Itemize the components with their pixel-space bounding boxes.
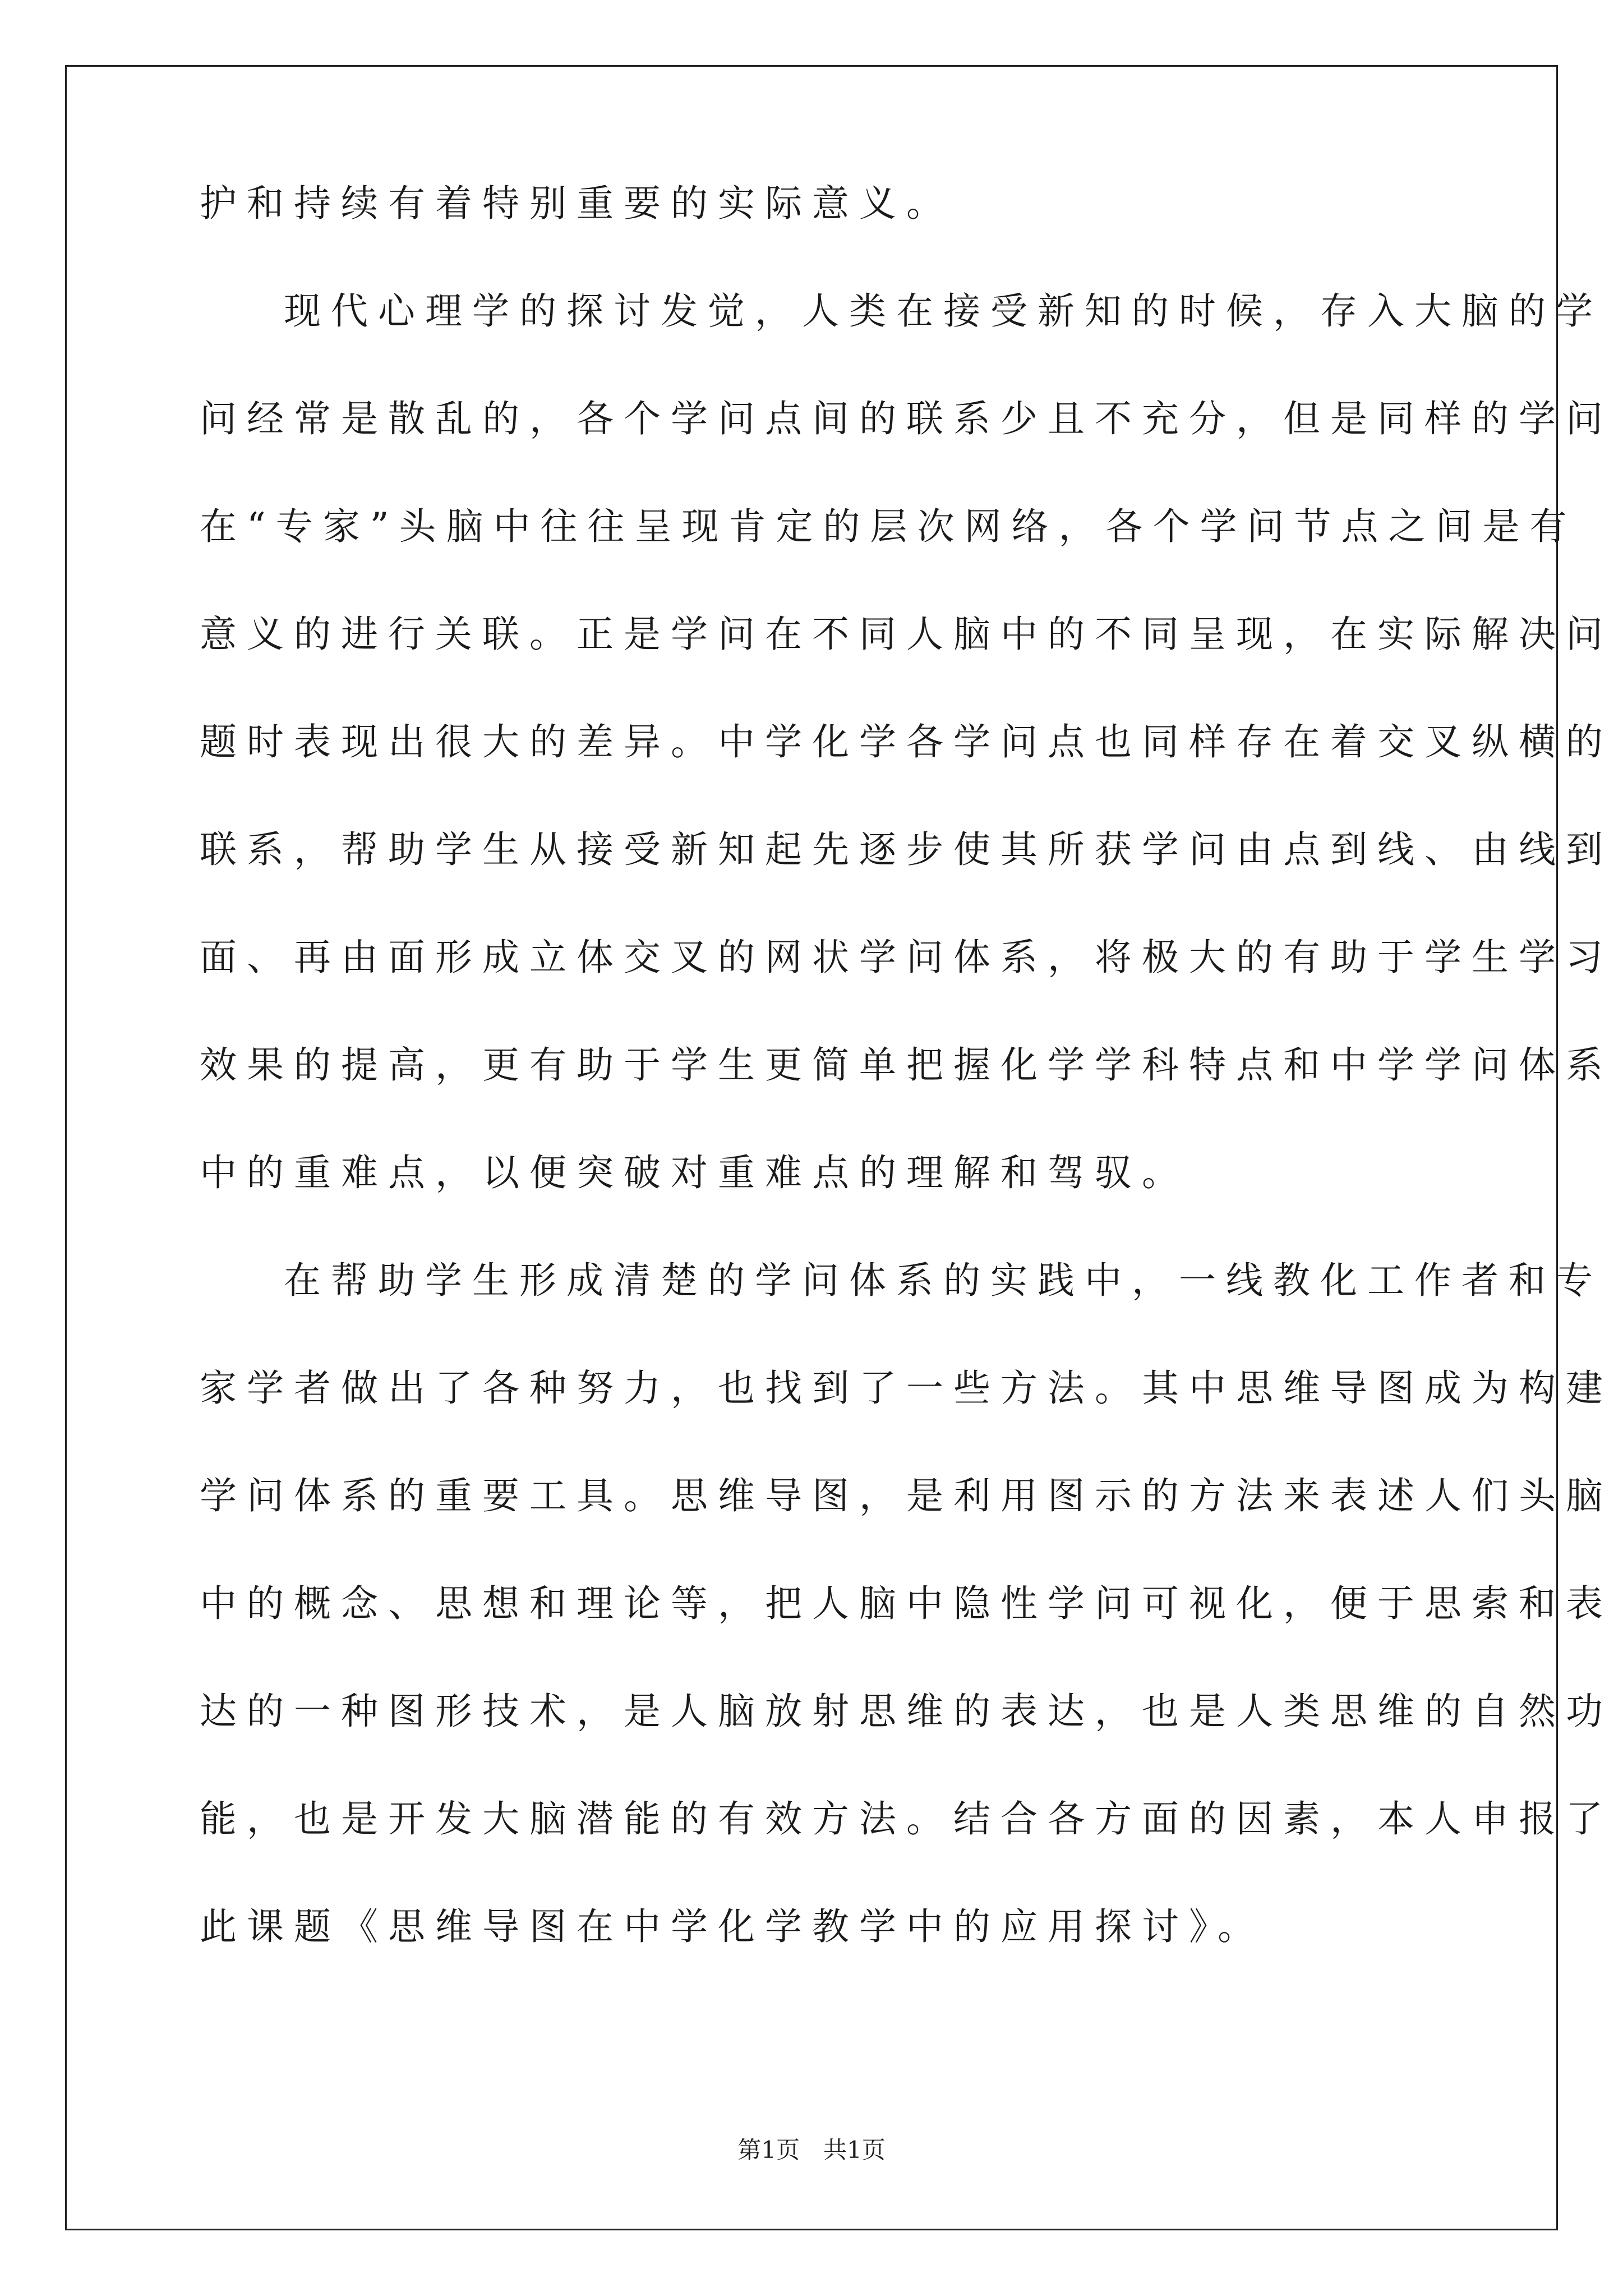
text-line: 护和持续有着特别重要的实际意义。 [200, 182, 953, 225]
text-line: 能，也是开发大脑潜能的有效方法。结合各方面的因素，本人申报了 [200, 1797, 1613, 1841]
text-line: 在帮助学生形成清楚的学问体系的实践中，一线教化工作者和专 [284, 1259, 1603, 1302]
text-line: 意义的进行关联。正是学问在不同人脑中的不同呈现，在实际解决问 [200, 613, 1613, 656]
text-line: 效果的提高，更有助于学生更简单把握化学学科特点和中学学问体系 [200, 1043, 1613, 1087]
text-line: 中的重难点，以便突破对重难点的理解和驾驭。 [200, 1151, 1189, 1194]
document-body [200, 182, 1613, 2016]
text-line: 问经常是散乱的，各个学问点间的联系少且不充分，但是同样的学问 [200, 397, 1613, 440]
text-line: 在“专家”头脑中往往呈现肯定的层次网络，各个学问节点之间是有 [200, 505, 1577, 548]
text-line: 家学者做出了各种努力，也找到了一些方法。其中思维导图成为构建 [200, 1366, 1613, 1410]
page-number-footer: 第1页 共1页 [737, 2136, 886, 2164]
text-line: 面、再由面形成立体交叉的网状学问体系，将极大的有助于学生学习 [200, 936, 1613, 979]
text-line: 学问体系的重要工具。思维导图，是利用图示的方法来表述人们头脑 [200, 1474, 1613, 1517]
text-line: 中的概念、思想和理论等，把人脑中隐性学问可视化，便于思索和表 [200, 1582, 1613, 1625]
text-line: 达的一种图形技术，是人脑放射思维的表达，也是人类思维的自然功 [200, 1690, 1613, 1733]
text-line: 联系，帮助学生从接受新知起先逐步使其所获学问由点到线、由线到 [200, 828, 1613, 871]
text-line: 此课题《思维导图在中学化学教学中的应用探讨》。 [200, 1905, 1265, 1948]
text-line: 题时表现出很大的差异。中学化学各学问点也同样存在着交叉纵横的 [200, 720, 1613, 763]
text-line: 现代心理学的探讨发觉，人类在接受新知的时候，存入大脑的学 [284, 289, 1603, 333]
